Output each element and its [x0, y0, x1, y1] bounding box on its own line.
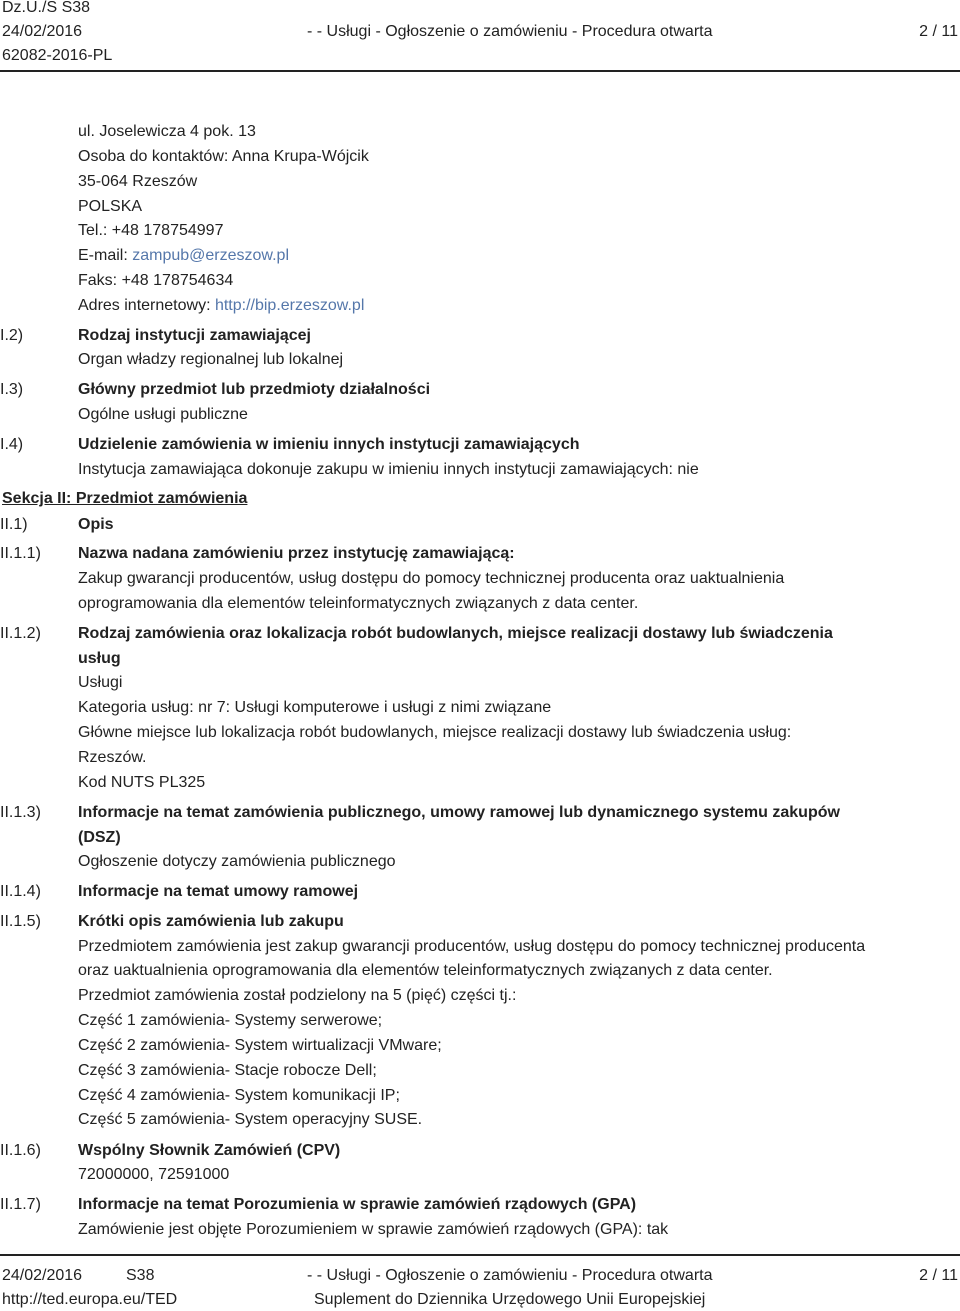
section-title-ii: Sekcja II: Przedmiot zamówienia: [2, 490, 248, 507]
section-heading-ii15: Krótki opis zamówienia lub zakupu: [78, 913, 344, 930]
footer-date: 24/02/2016: [2, 1267, 83, 1284]
section-text-ii11-1: Zakup gwarancji producentów, usług dostępu do pomocy technicznej producenta oraz uaktualnienia: [78, 570, 785, 587]
section-num-ii13: II.1.3): [0, 804, 41, 821]
contact-tel: Tel.: +48 178754997: [78, 222, 224, 239]
footer-title: - - Usługi - Ogłoszenie o zamówieniu - Procedura otwarta: [307, 1267, 713, 1284]
section-num-i4: I.4): [0, 436, 24, 453]
header-title: - - Usługi - Ogłoszenie o zamówieniu - Procedura otwarta: [307, 23, 713, 40]
section-heading-ii12-2: usług: [78, 650, 121, 667]
section-text-ii15-6: Część 4 zamówienia- System komunikacji IP;: [78, 1087, 400, 1104]
section-text-ii15-5: Część 3 zamówienia- Stacje robocze Dell;: [78, 1062, 377, 1079]
section-heading-i3: Główny przedmiot lub przedmioty działalności: [78, 381, 431, 398]
section-heading-ii13-2: (DSZ): [78, 829, 121, 846]
section-text-ii15-2: Przedmiot zamówienia został podzielony na 5 (pięć) części tj.:: [78, 987, 517, 1004]
section-text-ii11-2: oprogramowania dla elementów teleinformatycznych związanych z data center.: [78, 595, 639, 612]
section-num-ii1: II.1): [0, 516, 28, 533]
section-text-ii13: Ogłoszenie dotyczy zamówienia publicznego: [78, 853, 396, 870]
section-text-ii16: 72000000, 72591000: [78, 1166, 230, 1183]
section-text-ii12-2: Kategoria usług: nr 7: Usługi komputerowe i usługi z nimi związane: [78, 699, 552, 716]
contact-address: ul. Joselewicza 4 pok. 13: [78, 123, 256, 140]
contact-fax: Faks: +48 178754634: [78, 272, 234, 289]
notice-ref: 62082-2016-PL: [2, 47, 113, 64]
section-text-ii15-7: Część 5 zamówienia- System operacyjny SUSE.: [78, 1111, 423, 1128]
section-num-ii12: II.1.2): [0, 625, 41, 642]
section-num-i3: I.3): [0, 381, 24, 398]
section-heading-ii11: Nazwa nadana zamówieniu przez instytucję zamawiającą:: [78, 545, 515, 562]
section-num-ii15: II.1.5): [0, 913, 41, 930]
header-rule: [0, 70, 960, 72]
section-text-i4: Instytucja zamawiająca dokonuje zakupu w imieniu innych instytucji zamawiających: nie: [78, 461, 699, 478]
section-heading-ii1: Opis: [78, 516, 114, 533]
contact-email-row: [78, 246, 289, 266]
email-label: E-mail:: [78, 247, 133, 264]
section-text-i3: Ogólne usługi publiczne: [78, 406, 248, 423]
contact-person: Osoba do kontaktów: Anna Krupa-Wójcik: [78, 148, 369, 165]
contact-country: POLSKA: [78, 198, 143, 215]
section-num-ii17: II.1.7): [0, 1196, 41, 1213]
header-page: 2 / 11: [919, 23, 958, 40]
section-text-i2: Organ władzy regionalnej lub lokalnej: [78, 351, 344, 368]
section-heading-i4: Udzielenie zamówienia w imieniu innych instytucji zamawiających: [78, 436, 580, 453]
email-link[interactable]: zampub@erzeszow.pl: [132, 247, 289, 264]
footer-supplement: Suplement do Dziennika Urzędowego Unii Europejskiej: [314, 1291, 706, 1308]
section-num-ii14: II.1.4): [0, 883, 41, 900]
footer-page: 2 / 11: [919, 1267, 958, 1284]
journal-ref: Dz.U./S S38: [2, 0, 91, 16]
web-link[interactable]: http://bip.erzeszow.pl: [214, 297, 365, 314]
section-text-ii12-3: Główne miejsce lub lokalizacja robót budowlanych, miejsce realizacji dostawy lub świadczenia usług:: [78, 724, 792, 741]
section-heading-ii14: Informacje na temat umowy ramowej: [78, 883, 359, 900]
section-heading-ii16: Wspólny Słownik Zamówień (CPV): [78, 1142, 341, 1159]
contact-city: 35-064 Rzeszów: [78, 173, 198, 190]
header-date: 24/02/2016: [2, 23, 83, 40]
web-label: Adres internetowy:: [78, 297, 215, 314]
section-heading-ii17: Informacje na temat Porozumienia w sprawie zamówień rządowych (GPA): [78, 1196, 637, 1213]
section-heading-ii12-1: Rodzaj zamówienia oraz lokalizacja robót budowlanych, miejsce realizacji dostawy lub świadczenia: [78, 625, 833, 642]
section-heading-i2: Rodzaj instytucji zamawiającej: [78, 327, 311, 344]
contact-web-row: [78, 296, 364, 316]
footer-url[interactable]: http://ted.europa.eu/TED: [2, 1291, 178, 1308]
section-text-ii15-3: Część 1 zamówienia- Systemy serwerowe;: [78, 1012, 383, 1029]
section-text-ii12-4: Rzeszów.: [78, 749, 147, 766]
section-num-ii11: II.1.1): [0, 545, 41, 562]
footer-series: S38: [126, 1267, 155, 1284]
section-heading-ii13-1: Informacje na temat zamówienia publicznego, umowy ramowej lub dynamicznego systemu zakupów: [78, 804, 840, 821]
section-text-ii15-0: Przedmiotem zamówienia jest zakup gwarancji producentów, usług dostępu do pomocy technicznej producenta: [78, 938, 866, 955]
section-text-ii15-1: oraz uaktualnienia oprogramowania dla elementów teleinformatycznych związanych z data center.: [78, 962, 773, 979]
section-text-ii12-5: Kod NUTS PL325: [78, 774, 206, 791]
section-text-ii17: Zamówienie jest objęte Porozumieniem w sprawie zamówień rządowych (GPA): tak: [78, 1221, 669, 1238]
footer-rule: [0, 1254, 960, 1256]
section-text-ii15-4: Część 2 zamówienia- System wirtualizacji VMware;: [78, 1037, 442, 1054]
section-num-ii16: II.1.6): [0, 1142, 41, 1159]
section-text-ii12-1: Usługi: [78, 674, 123, 691]
section-num-i2: I.2): [0, 327, 24, 344]
